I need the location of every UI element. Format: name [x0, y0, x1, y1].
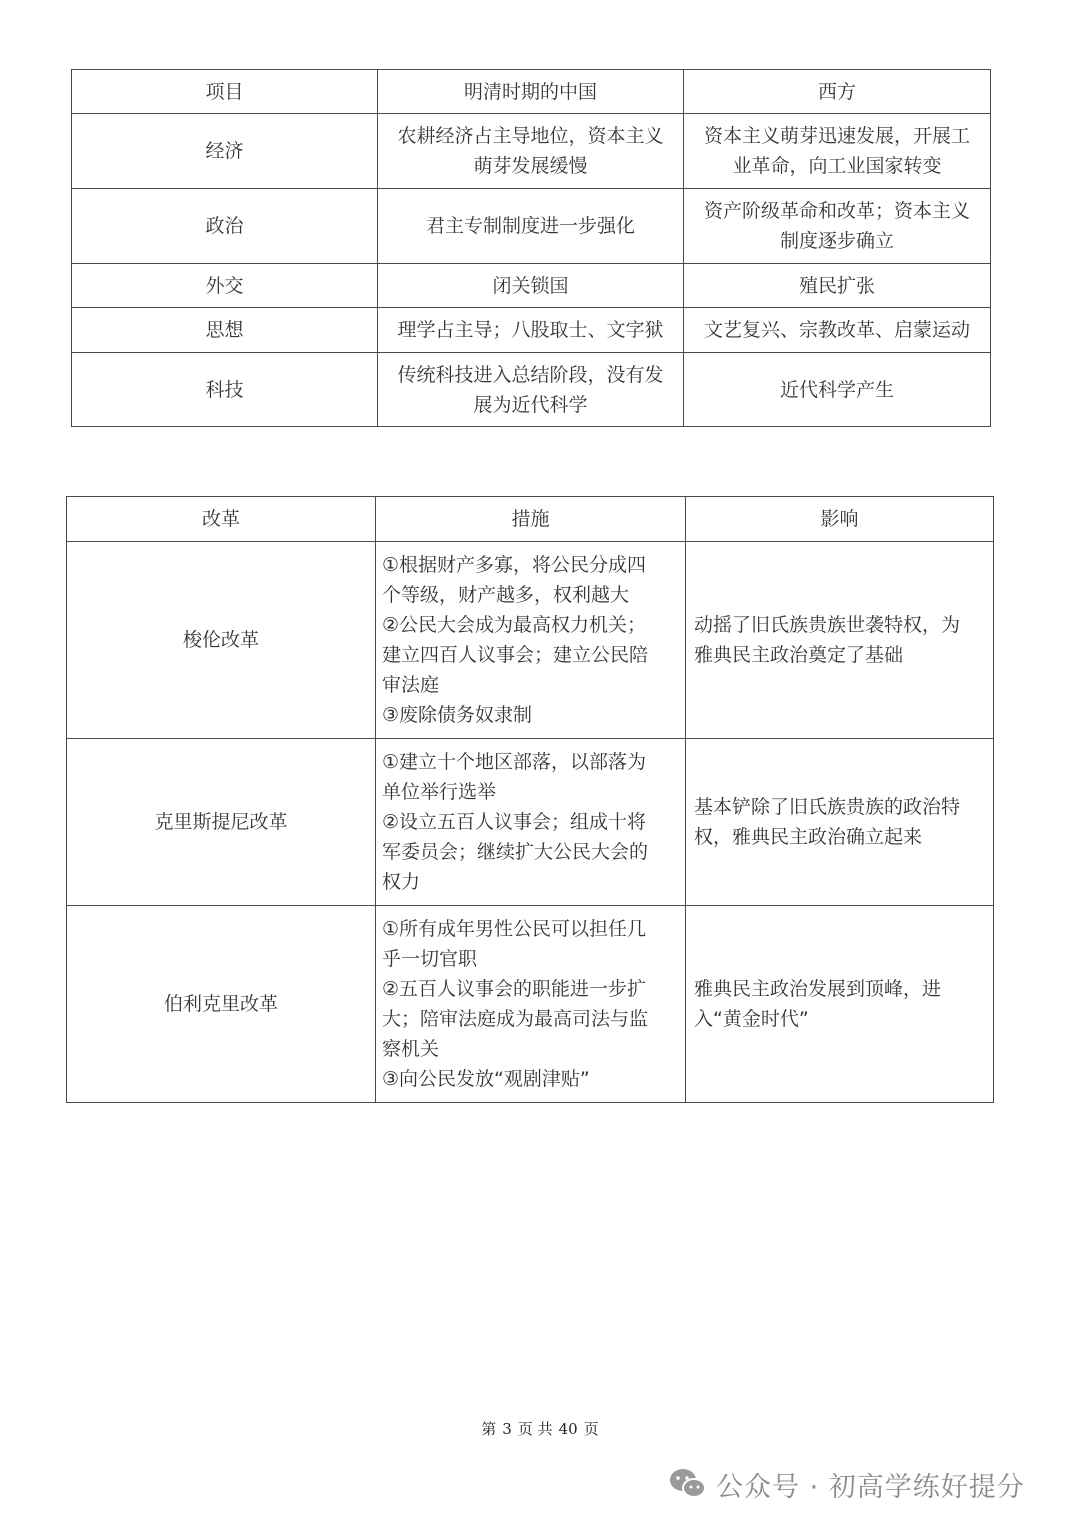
watermark: [668, 1462, 1025, 1506]
page-prefix: 第: [481, 1420, 497, 1438]
item-cell: 经济: [72, 114, 378, 189]
measures-cell: ①所有成年男性公民可以担任几 乎一切官职 ②五百人议事会的职能进一步扩 大；陪审法庭成为最高司法与监 察机关 ③向公民发放“观剧津贴”: [376, 906, 686, 1103]
reform-name-cell: 梭伦改革: [67, 542, 376, 739]
header-cell: 影响: [686, 497, 994, 542]
china-cell: 君主专制制度进一步强化: [378, 189, 684, 264]
item-cell: 思想: [72, 308, 378, 353]
impact-cell: 动摇了旧氏族贵族世袭特权，为 雅典民主政治奠定了基础: [686, 542, 994, 739]
page-number: [0, 1418, 1080, 1439]
table-row: [67, 542, 994, 739]
table-header-row: [72, 70, 991, 114]
page-middle: 页 共: [517, 1420, 553, 1438]
item-cell: 外交: [72, 264, 378, 308]
measures-cell: ①根据财产多寡，将公民分成四 个等级，财产越多，权利越大 ②公民大会成为最高权力机关； 建立四百人议事会；建立公民陪 审法庭 ③废除债务奴隶制: [376, 542, 686, 739]
table-row: [67, 739, 994, 906]
current-page: 3: [502, 1420, 512, 1438]
header-cell: 项目: [72, 70, 378, 114]
west-cell: 资产阶级革命和改革；资本主义 制度逐步确立: [684, 189, 991, 264]
reform-name-cell: 伯利克里改革: [67, 906, 376, 1103]
impact-cell: 基本铲除了旧氏族贵族的政治特 权，雅典民主政治确立起来: [686, 739, 994, 906]
page-suffix: 页: [583, 1420, 599, 1438]
header-cell: 改革: [67, 497, 376, 542]
comparison-table: [71, 69, 991, 427]
item-cell: 政治: [72, 189, 378, 264]
header-cell: 措施: [376, 497, 686, 542]
table-row: [72, 308, 991, 353]
table-row: [72, 189, 991, 264]
reform-name-cell: 克里斯提尼改革: [67, 739, 376, 906]
china-cell: 传统科技进入总结阶段，没有发 展为近代科学: [378, 353, 684, 427]
china-cell: 理学占主导；八股取士、文字狱: [378, 308, 684, 353]
west-cell: 文艺复兴、宗教改革、启蒙运动: [684, 308, 991, 353]
table-row: [67, 906, 994, 1103]
wechat-icon: [668, 1467, 708, 1501]
west-cell: 资本主义萌芽迅速发展，开展工 业革命，向工业国家转变: [684, 114, 991, 189]
table-row: [72, 353, 991, 427]
impact-cell: 雅典民主政治发展到顶峰，进 入“黄金时代”: [686, 906, 994, 1103]
china-cell: 闭关锁国: [378, 264, 684, 308]
table-row: [72, 264, 991, 308]
table-row: [72, 114, 991, 189]
watermark-text: 公众号 · 初高学练好提分: [716, 1471, 1025, 1503]
item-cell: 科技: [72, 353, 378, 427]
china-cell: 农耕经济占主导地位，资本主义 萌芽发展缓慢: [378, 114, 684, 189]
reform-table: [66, 496, 994, 1103]
west-cell: 殖民扩张: [684, 264, 991, 308]
header-cell: 西方: [684, 70, 991, 114]
table-header-row: [67, 497, 994, 542]
header-cell: 明清时期的中国: [378, 70, 684, 114]
total-pages: 40: [558, 1420, 578, 1438]
measures-cell: ①建立十个地区部落，以部落为 单位举行选举 ②设立五百人议事会；组成十将 军委员会；继续扩大公民大会的 权力: [376, 739, 686, 906]
west-cell: 近代科学产生: [684, 353, 991, 427]
